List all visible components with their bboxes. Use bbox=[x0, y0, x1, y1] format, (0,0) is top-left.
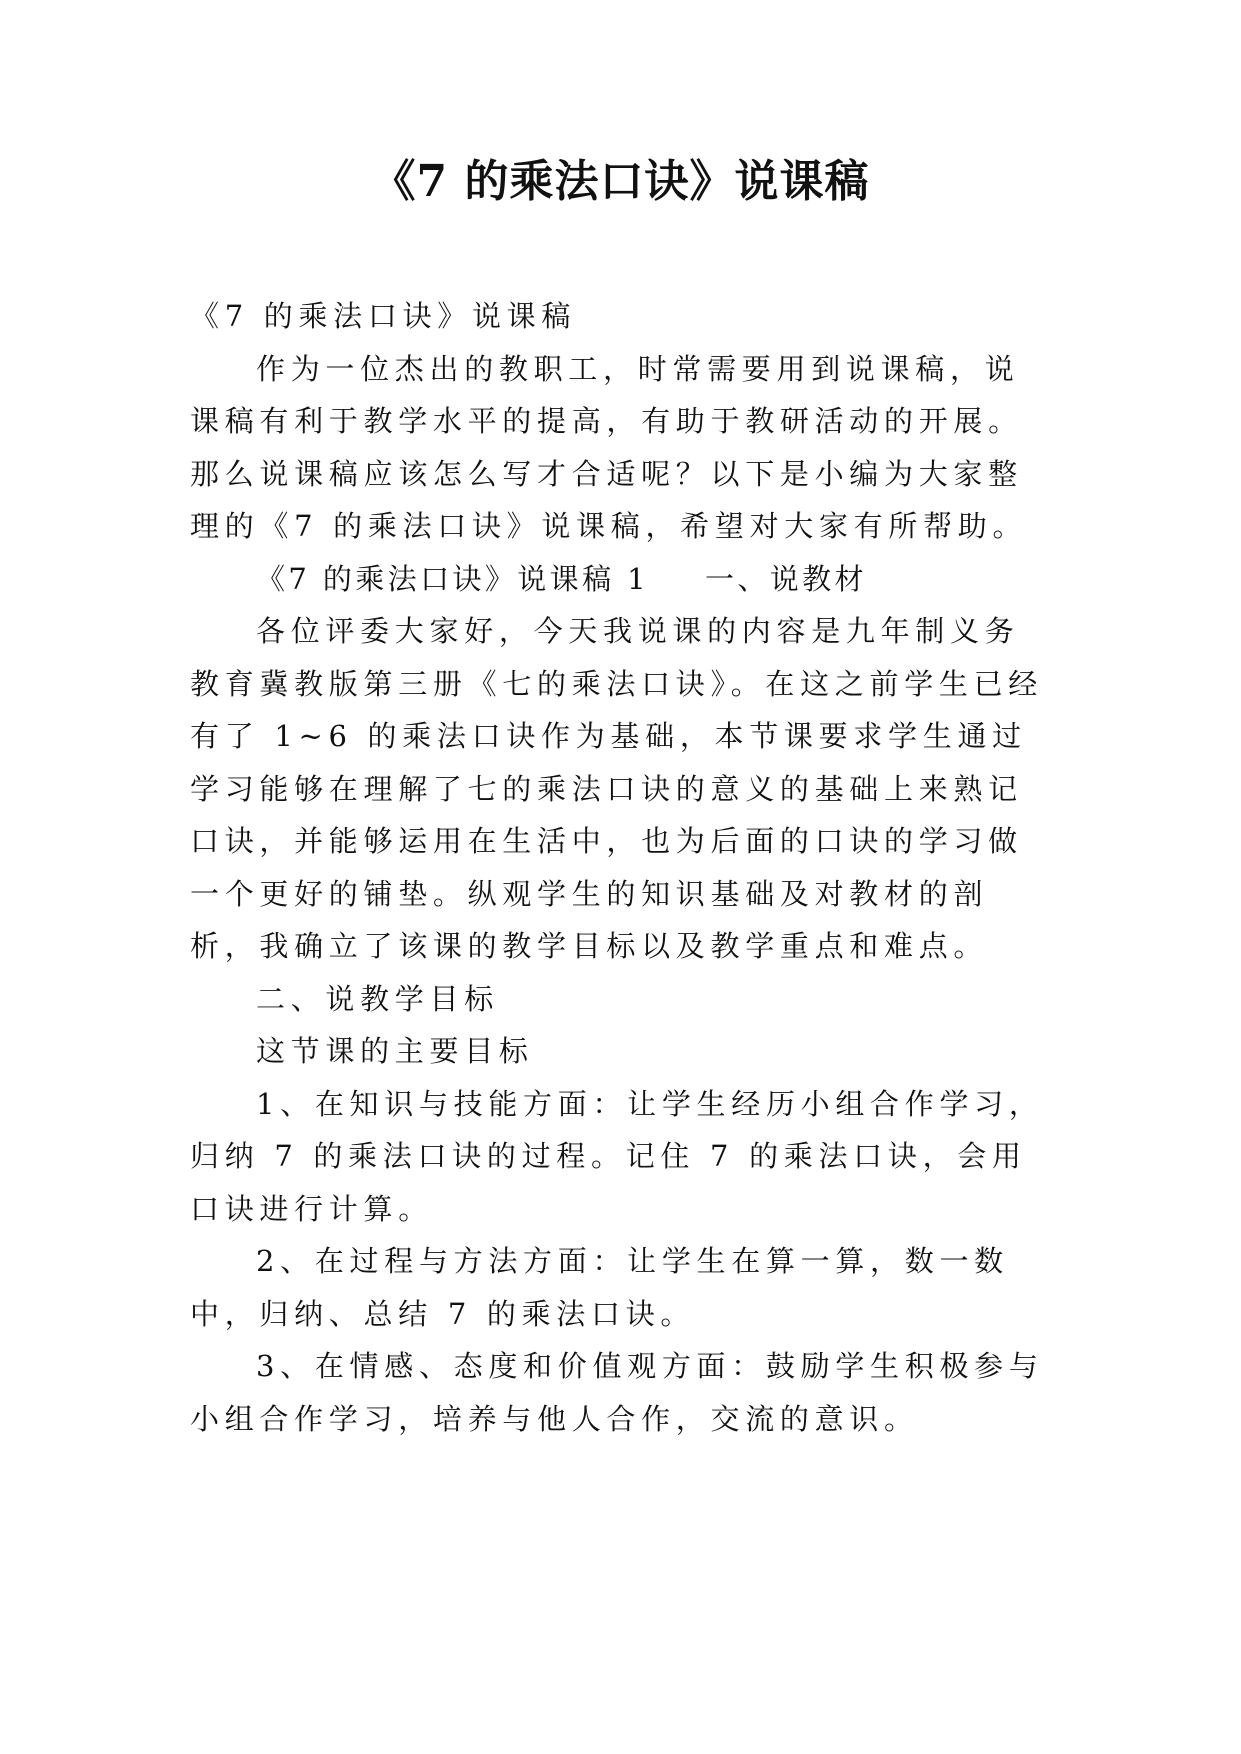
document-body bbox=[190, 290, 1050, 1445]
document-title: 《7 的乘法口诀》说课稿 bbox=[371, 156, 870, 207]
subtitle-line: 《7 的乘法口诀》说课稿 bbox=[190, 299, 577, 333]
goal-1-paragraph: 1、在知识与技能方面：让学生经历小组合作学习，归纳 7 的乘法口诀的过程。记住 7 的乘法口诀，会用口诀进行计算。 bbox=[190, 1086, 1044, 1226]
material-paragraph: 各位评委大家好，今天我说课的内容是九年制义务教育冀教版第三册《七的乘法口诀》。在这之前学生已经有了 1~6 的乘法口诀作为基础，本节课要求学生通过学习能够在理解了七的乘法口诀的意义的基础上来熟记口诀，并能够运用在生活中，也为后面的口诀的学习做一个更好的铺垫。纵观学生的知识基础及对教材的剖析，我确立了该课的教学目标以及教学重点和难点。 bbox=[190, 614, 1044, 963]
goal-3-paragraph: 3、在情感、态度和价值观方面：鼓励学生积极参与小组合作学习，培养与他人合作，交流的意识。 bbox=[190, 1349, 1044, 1436]
intro-paragraph: 作为一位杰出的教职工，时常需要用到说课稿，说课稿有利于教学水平的提高，有助于教研活动的开展。那么说课稿应该怎么写才合适呢？以下是小编为大家整理的《7 的乘法口诀》说课稿，希望对大家有所帮助。 bbox=[190, 351, 1028, 543]
section1-heading: 《7 的乘法口诀》说课稿 1 bbox=[256, 561, 649, 596]
section1-subheading: 一、说教材 bbox=[704, 561, 867, 596]
goal-2-paragraph: 2、在过程与方法方面：让学生在算一算，数一数中，归纳、总结 7 的乘法口诀。 bbox=[190, 1244, 1009, 1331]
goals-heading: 二、说教学目标 bbox=[256, 981, 499, 1016]
section1-heading-line bbox=[190, 553, 1050, 606]
main-goals-line: 这节课的主要目标 bbox=[256, 1034, 534, 1068]
